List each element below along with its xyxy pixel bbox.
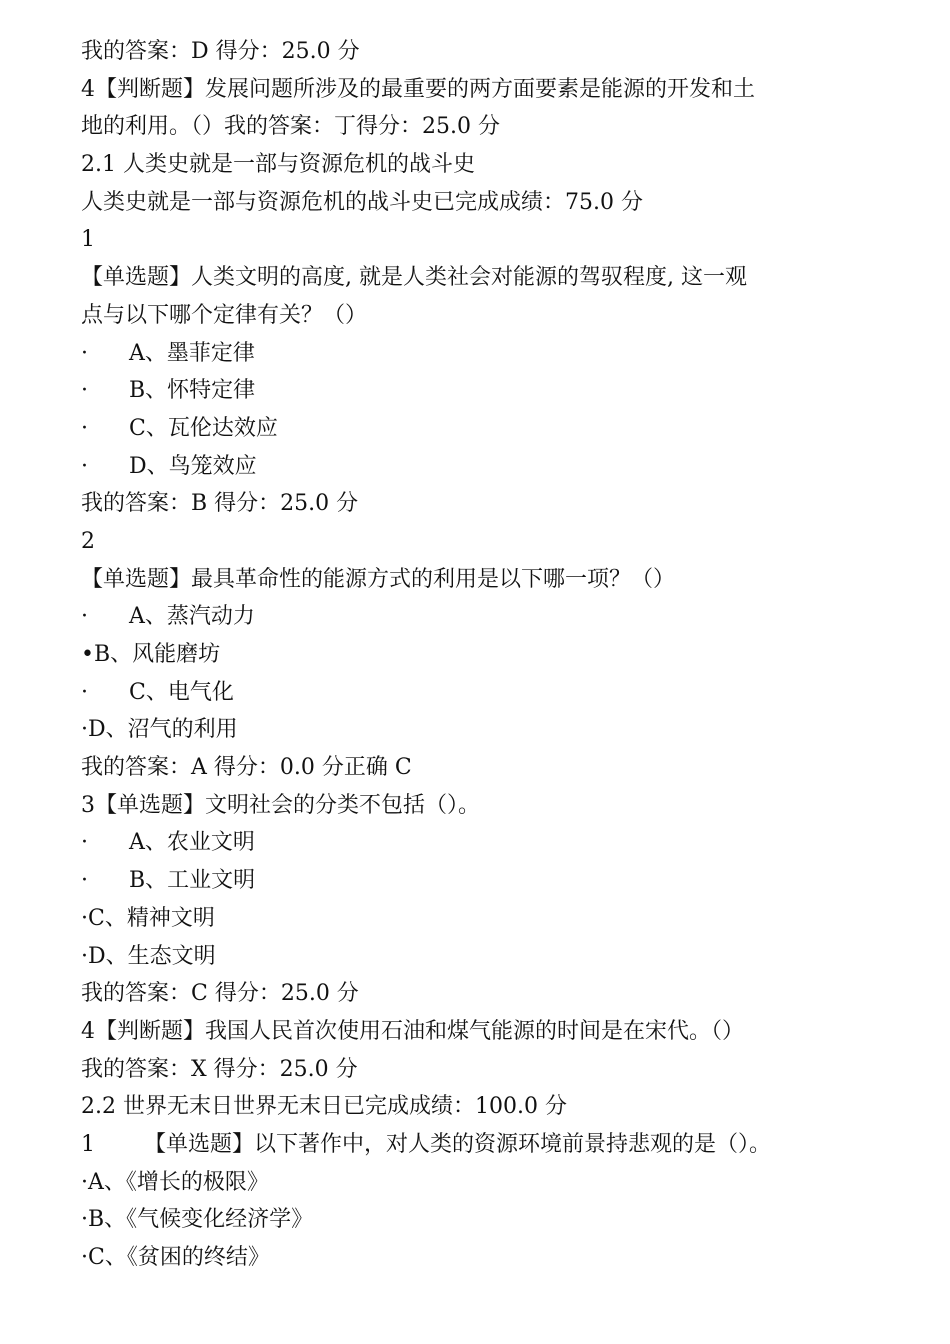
question-line: 点与以下哪个定律有关？（）: [81, 302, 368, 328]
bullet-icon: ·: [81, 905, 88, 931]
option-item: ·C、精神文明: [81, 900, 950, 938]
option-item: ·D、沼气的利用: [81, 711, 950, 749]
answer-line: 我的答案：C 得分：25.0 分: [81, 981, 359, 1007]
answer-line: 我的答案：X 得分：25.0 分: [81, 1056, 358, 1082]
option-item: · B、工业文明: [81, 862, 950, 900]
question-line: 【单选题】人类文明的高度, 就是人类社会对能源的驾驭程度, 这一观: [81, 265, 747, 291]
question-line: 1 【单选题】以下著作中，对人类的资源环境前景持悲观的是（）。: [81, 1131, 771, 1157]
answer-line: 我的答案：B 得分：25.0 分: [81, 491, 359, 517]
bullet-icon: ·: [81, 415, 88, 441]
bullet-icon: ·: [81, 830, 88, 856]
bullet-icon: ·: [81, 340, 88, 366]
section-status: 人类史就是一部与资源危机的战斗史已完成成绩：75.0 分: [81, 189, 643, 215]
question-number: 1: [81, 227, 95, 253]
section-heading: 2.1 人类史就是一部与资源危机的战斗史: [81, 152, 475, 178]
option-item: ·A、《增长的极限》: [81, 1164, 950, 1202]
option-item: •B、风能磨坊: [81, 636, 950, 674]
option-item: · C、电气化: [81, 674, 950, 712]
option-item: ·B、《气候变化经济学》: [81, 1201, 950, 1239]
question-line: 地的利用。（）我的答案：丁得分：25.0 分: [81, 114, 500, 140]
bullet-icon: ·: [81, 1207, 88, 1233]
option-item: · A、蒸汽动力: [81, 598, 950, 636]
option-item: ·D、生态文明: [81, 938, 950, 976]
bullet-icon: ·: [81, 679, 88, 705]
question-line: 【单选题】最具革命性的能源方式的利用是以下哪一项？（）: [81, 566, 676, 592]
bullet-icon: ·: [81, 453, 88, 479]
bullet-icon: ·: [81, 378, 88, 404]
question-line: 3【单选题】文明社会的分类不包括（）。: [81, 792, 480, 818]
bullet-icon: ·: [81, 1245, 88, 1270]
option-item: · B、怀特定律: [81, 372, 950, 410]
answer-line: 我的答案：D 得分：25.0 分: [81, 39, 360, 64]
bullet-icon: ·: [81, 1169, 88, 1195]
bullet-icon: ·: [81, 604, 88, 630]
question-number: 2: [81, 528, 95, 554]
answer-line: 我的答案：A 得分：0.0 分正确 C: [81, 755, 412, 781]
question-line: 4【判断题】我国人民首次使用石油和煤气能源的时间是在宋代。（）: [81, 1018, 744, 1044]
bullet-icon: ·: [81, 868, 88, 894]
option-item: · A、墨菲定律: [81, 335, 950, 373]
section-heading: 2.2 世界无末日世界无末日已完成成绩：100.0 分: [81, 1094, 567, 1120]
option-item: ·C、《贫困的终结》: [81, 1239, 950, 1277]
bullet-icon: ·: [81, 717, 88, 743]
option-item: · A、农业文明: [81, 824, 950, 862]
bullet-icon: ·: [81, 943, 88, 969]
option-item: · C、瓦伦达效应: [81, 410, 950, 448]
question-line: 4【判断题】发展问题所涉及的最重要的两方面要素是能源的开发和土: [81, 76, 755, 102]
option-item: · D、鸟笼效应: [81, 448, 950, 486]
bullet-icon: •: [81, 642, 94, 667]
